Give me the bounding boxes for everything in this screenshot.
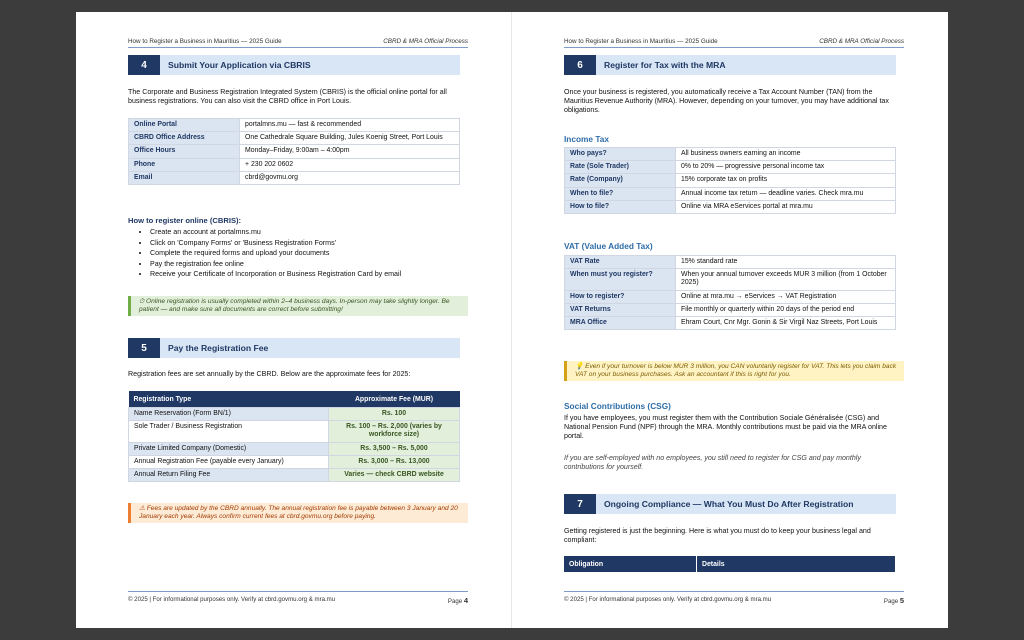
page-4: [128, 12, 468, 628]
row-value: 15% standard rate: [676, 256, 896, 269]
page-5: [564, 12, 904, 628]
table-row: [565, 148, 896, 161]
howto-title: How to register online (CBRIS):: [128, 216, 242, 225]
row-label: Who pays?: [565, 148, 676, 161]
running-head: [564, 38, 904, 48]
table-row: [565, 256, 896, 269]
document-spread: [76, 12, 948, 628]
lightbulb-icon: 💡: [575, 363, 584, 370]
section-7-intro: Getting registered is just the beginning. Here is what you must do to keep your business legal and compliant:: [564, 527, 871, 544]
fee-value: Rs. 100 – Rs. 2,000 (varies by workforce size): [329, 421, 460, 442]
cbrd-contact-table: [128, 118, 460, 185]
section-number: 5: [128, 338, 160, 358]
table-row: [565, 303, 896, 316]
row-value: Annual income tax return — deadline varies. Check mra.mu: [676, 187, 896, 200]
obligations-table: [564, 556, 896, 572]
vat-tip-note: [564, 361, 904, 381]
row-label: Phone: [129, 158, 240, 171]
section-title: Ongoing Compliance — What You Must Do After Registration: [604, 499, 854, 509]
footer-text: © 2025 | For informational purposes only. Verify at cbrd.govmu.org & mra.mu: [564, 596, 772, 603]
table-row: [129, 421, 460, 442]
obligations-header-details: Details: [697, 556, 896, 572]
table-row: [129, 132, 460, 145]
footer-text: © 2025 | For informational purposes only. Verify at cbrd.govmu.org & mra.mu: [128, 596, 336, 603]
list-item: • Click on 'Company Forms' or 'Business Registration Forms': [150, 238, 401, 249]
stopwatch-icon: ⏱: [139, 298, 145, 305]
section-number: 6: [564, 55, 596, 75]
page-footer: [128, 591, 468, 605]
row-value: Online via MRA eServices portal at mra.mu: [676, 200, 896, 213]
csg-note: If you are self-employed with no employees, you still need to register for CSG and pay monthly contributions for yourself.: [564, 454, 861, 471]
row-label: Email: [129, 171, 240, 184]
table-row: [129, 408, 460, 421]
income-tax-title: Income Tax: [564, 134, 610, 144]
registration-type: Annual Registration Fee (payable every January): [129, 455, 329, 468]
row-value: File monthly or quarterly within 20 days of the period end: [676, 303, 896, 316]
row-label: How to file?: [565, 200, 676, 213]
row-label: How to register?: [565, 290, 676, 303]
tip-note: [128, 296, 468, 316]
vat-tip-text: Even if your turnover is below MUR 3 million, you CAN voluntarily register for VAT. This lets you claim back VAT on your business purchases. Ask an accountant if this is right for you.: [575, 363, 897, 378]
warning-icon: ⚠: [139, 505, 145, 512]
page-number: Page 4: [447, 596, 468, 605]
row-value: All business owners earning an income: [676, 148, 896, 161]
row-value: cbrd@govmu.org: [240, 171, 460, 184]
fee-value: Rs. 3,000 – Rs. 13,000: [329, 455, 460, 468]
registration-type: Annual Return Filing Fee: [129, 469, 329, 482]
section-number: 7: [564, 494, 596, 514]
section-5-header: [128, 338, 460, 358]
vat-title: VAT (Value Added Tax): [564, 241, 653, 251]
row-label: Rate (Company): [565, 174, 676, 187]
fee-value: Rs. 100: [329, 408, 460, 421]
row-label: Online Portal: [129, 119, 240, 132]
section-5-intro: Registration fees are set annually by the CBRD. Below are the approximate fees for 2025:: [128, 370, 411, 378]
row-value: When your annual turnover exceeds MUR 3 million (from 1 October 2025): [676, 269, 896, 290]
section-title: Submit Your Application via CBRIS: [168, 60, 311, 70]
table-row: [129, 171, 460, 184]
table-row: [565, 161, 896, 174]
row-value: One Cathedrale Square Building, Jules Koenig Street, Port Louis: [240, 132, 460, 145]
section-6-intro: Once your business is registered, you automatically receive a Tax Account Number (TAN) from the Mauritius Revenue Authority (MRA). However, depending on your turnover, you may have additional tax obligations.: [564, 88, 889, 114]
list-item: • Receive your Certificate of Incorporation or Business Registration Card by email: [150, 269, 401, 280]
registration-type: Private Limited Company (Domestic): [129, 442, 329, 455]
row-label: Office Hours: [129, 145, 240, 158]
table-row: [129, 145, 460, 158]
section-4-intro: The Corporate and Business Registration Integrated System (CBRIS) is the official online portal for all business registrations. You can also visit the CBRD office in Port Louis.: [128, 88, 447, 105]
list-item: • Pay the registration fee online: [150, 259, 401, 270]
row-value: Online at mra.mu → eServices → VAT Registration: [676, 290, 896, 303]
row-label: CBRD Office Address: [129, 132, 240, 145]
table-row: [129, 455, 460, 468]
page-number: Page 5: [883, 596, 904, 605]
fee-value: Varies — check CBRD website: [329, 469, 460, 482]
row-label: When to file?: [565, 187, 676, 200]
table-row: [565, 200, 896, 213]
table-row: [129, 442, 460, 455]
registration-type: Sole Trader / Business Registration: [129, 421, 329, 442]
running-head-left: How to Register a Business in Mauritius — 2025 Guide: [128, 38, 282, 45]
row-value: 15% corporate tax on profits: [676, 174, 896, 187]
row-value: portalmns.mu — fast & recommended: [240, 119, 460, 132]
page-footer: [564, 591, 904, 605]
section-title: Pay the Registration Fee: [168, 343, 269, 353]
csg-text: If you have employees, you must register them with the Contribution Sociale Généralisée (CSG) and National Pension Fund (NPF) through the MRA. Monthly contributions must be paid via the MRA online portal.: [564, 414, 887, 440]
row-label: When must you register?: [565, 269, 676, 290]
fees-header-fee: Approximate Fee (MUR): [329, 391, 460, 408]
list-item: • Create an account at portalmns.mu: [150, 227, 401, 238]
row-value: Ehram Court, Cnr Mgr. Gonin & Sir Virgil Naz Streets, Port Louis: [676, 317, 896, 330]
table-row: [129, 158, 460, 171]
running-head-left: How to Register a Business in Mauritius — 2025 Guide: [564, 38, 718, 45]
income-tax-table: [564, 147, 896, 214]
fee-warning-note: [128, 503, 468, 523]
table-row: [565, 290, 896, 303]
row-label: Rate (Sole Trader): [565, 161, 676, 174]
row-value: + 230 202 0602: [240, 158, 460, 171]
fees-header-type: Registration Type: [129, 391, 329, 408]
section-title: Register for Tax with the MRA: [604, 60, 726, 70]
tip-text: Online registration is usually completed within 2–4 business days. In-person may take slightly longer. Be patient — and make sure all documents are correct before submitting!: [139, 298, 450, 313]
section-4-header: [128, 55, 460, 75]
row-label: MRA Office: [565, 317, 676, 330]
vat-table: [564, 255, 896, 330]
row-label: VAT Rate: [565, 256, 676, 269]
running-head: [128, 38, 468, 48]
section-7-header: [564, 494, 896, 514]
fees-table: [128, 391, 460, 482]
table-row: [565, 187, 896, 200]
registration-steps: [128, 227, 401, 280]
section-6-header: [564, 55, 896, 75]
table-row: [565, 269, 896, 290]
fee-value: Rs. 3,500 – Rs. 5,000: [329, 442, 460, 455]
running-head-right: CBRD & MRA Official Process: [383, 38, 468, 45]
table-row: [565, 317, 896, 330]
table-row: [129, 469, 460, 482]
row-value: Monday–Friday, 9:00am – 4:00pm: [240, 145, 460, 158]
registration-type: Name Reservation (Form BN/1): [129, 408, 329, 421]
running-head-right: CBRD & MRA Official Process: [819, 38, 904, 45]
warning-text: Fees are updated by the CBRD annually. The annual registration fee is payable between 3 January and 20 January each year. Always confirm current fees at cbrd.govmu.org before paying.: [139, 505, 458, 520]
page-gutter: [511, 12, 512, 628]
obligations-header-obligation: Obligation: [564, 556, 697, 572]
section-number: 4: [128, 55, 160, 75]
row-label: VAT Returns: [565, 303, 676, 316]
table-row: [129, 119, 460, 132]
csg-title: Social Contributions (CSG): [564, 401, 671, 411]
table-row: [565, 174, 896, 187]
list-item: • Complete the required forms and upload your documents: [150, 248, 401, 259]
row-value: 0% to 20% — progressive personal income tax: [676, 161, 896, 174]
